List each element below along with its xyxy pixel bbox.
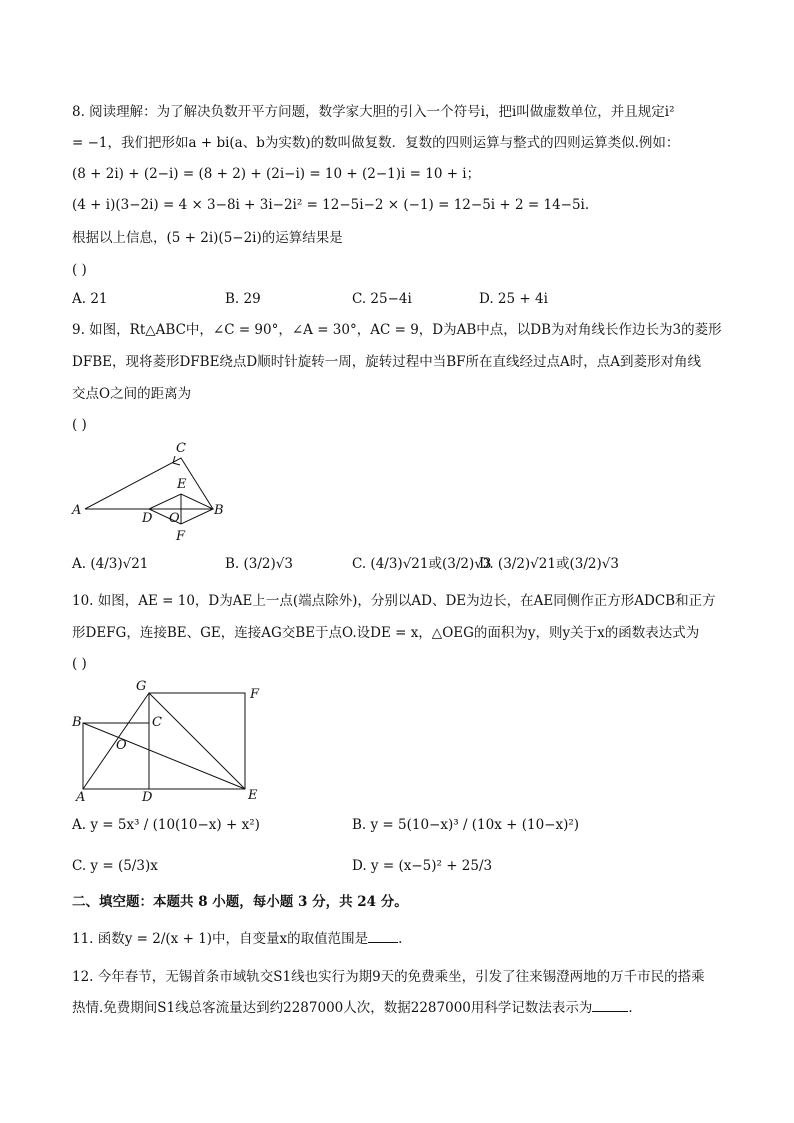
section-heading: 二、填空题：本题共 8 小题，每小题 3 分，共 24 分。 [72,894,408,910]
q8-option-c: C. 25−4i [352,291,412,307]
label-f: F [250,687,260,702]
q10-option-a: A. y = 5x³ / (10(10−x) + x²) [72,817,260,833]
label-e: E [177,477,187,492]
q8-option-a: A. 21 [72,291,108,307]
label-o: O [169,511,180,526]
q12-line-1: 12. 今年春节，无锡首条市域轨交S1线也实行为期9天的免费乘坐，引发了往来锡澄两地的万千市民的搭乘 [72,969,705,985]
q10-line-1: 10. 如图，AE = 10，D为AE上一点(端点除外)，分别以AD、DE为边长，在AE同侧作正方形ADCB和正方 [72,593,716,609]
label-d: D [142,511,153,526]
q11-question: 11. 函数y = 2/(x + 1)中，自变量x的取值范围是 [72,931,369,947]
label-f: F [176,529,186,544]
q11-text [72,930,402,948]
q9-line-3: 交点O之间的距离为 [72,386,192,402]
q10-line-2: 形DEFG，连接BE、GE，连接AG交BE于点O.设DE = x，△OEG的面积为y，则y关于x的函数表达式为 [72,625,700,641]
label-c: C [176,441,186,456]
q8-line-1: 8. 阅读理解：为了解决负数开平方问题，数学家大胆的引入一个符号i，把i叫做虚数单位，并且规定i² [72,104,675,120]
q9-line-1: 9. 如图，Rt△ABC中，∠C = 90°，∠A = 30°，AC = 9，D为AB中点，以DB为对角线长作边长为3的菱形 [72,322,722,338]
q8-example-2: (4 + i)(3−2i) = 4 × 3−8i + 3i−2i² = 12−5i−2 × (−1) = 12−5i + 2 = 14−5i. [72,197,590,213]
q8-option-b: B. 29 [225,291,261,307]
q8-question: 根据以上信息，(5 + 2i)(5−2i)的运算结果是 [72,230,343,246]
q9-option-c: C. (4/3)√21或(3/2)√3 [352,556,492,572]
q10-answer-paren: ( ) [72,656,87,672]
q8-line-2: = −1，我们把形如a + bi(a、b为实数)的数叫做复数．复数的四则运算与整式的四则运算类似.例如： [72,135,680,151]
q8-option-d: D. 25 + 4i [479,291,548,307]
q8-answer-paren: ( ) [72,262,87,278]
q10-option-d: D. y = (x−5)² + 25/3 [352,858,493,874]
label-a: A [72,503,82,518]
label-b: B [214,503,224,518]
label-e: E [248,788,258,803]
q12-period: . [628,1000,633,1016]
q10-squares-figure [68,676,268,806]
q9-option-b: B. (3/2)√3 [225,556,293,572]
q10-option-b: B. y = 5(10−x)³ / (10x + (10−x)²) [352,817,580,833]
q9-triangle-rhombus-figure [68,436,228,546]
q9-option-d: D. (3/2)√21或(3/2)√3 [479,556,619,572]
q10-option-c: C. y = (5/3)x [72,858,158,874]
q9-line-2: DFBE，现将菱形DFBE绕点D顺时针旋转一周，旋转过程中当BF所在直线经过点A时，点A到菱形对角线 [72,354,702,370]
label-c: C [152,715,162,730]
q11-period: . [398,931,403,947]
label-o: O [116,738,127,753]
q8-example-1: (8 + 2i) + (2−i) = (8 + 2) + (2i−i) = 10 + (2−1)i = 10 + i； [72,166,481,182]
label-g: G [136,679,147,694]
q12-line-2 [72,999,633,1017]
q9-answer-paren: ( ) [72,417,87,433]
q11-answer-blank[interactable] [368,942,398,943]
q9-option-a: A. (4/3)√21 [72,556,149,572]
q12-question: 热情.免费期间S1线总客流量达到约2287000人次，数据2287000用科学记数法表示为 [72,1000,593,1016]
q12-answer-blank[interactable] [592,1011,628,1012]
label-d: D [142,790,153,805]
label-b: B [72,715,82,730]
label-a: A [76,790,86,805]
